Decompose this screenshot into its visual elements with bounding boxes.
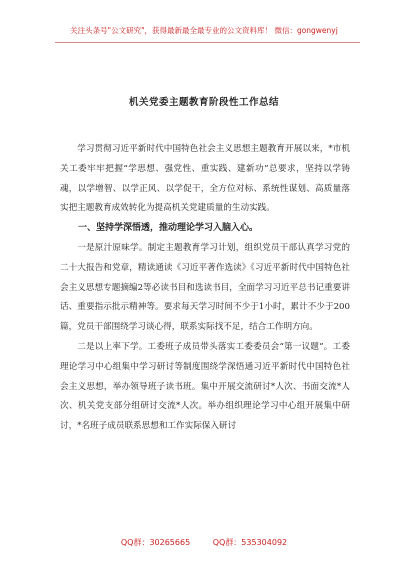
paragraph-point-2: 二是以上率下学。工委班子成员带头落实工委委员会“第一议题”。工委理论学习中心组集中学习研讨等制度围绕学深悟通习近平新时代中国特色社会主义思想，举办领导班子读书班。集中开展交流研讨*人次、书面交流*人次、机关党支部分组研讨交流*人次。举办组织理论学习中心组开展集中研讨，*名班子成员联系思想和工作实际保入研讨	[60, 341, 350, 432]
paragraph-point-1: 一是原汁原味学。制定主题教育学习计划，组织党员干部认真学习党的二十大报告和党章，精读通读《习近平著作选读》《习近平新时代中国特色社会主义思想专题摘编2等必读书目和选读书目，全面学习习近平总书记重要讲话、重要指示批示精神等。要求每天学习时间不少于1小时，累计不少于200篇，党员干部围绕学习谈心得，联系实际找不足，结合工作明方向。	[60, 242, 350, 333]
document-title: 机关党委主题教育阶段性工作总结	[128, 97, 279, 108]
document-body	[60, 140, 350, 437]
header-divider	[55, 42, 360, 43]
section-heading-1: 一、坚持学深悟透，推动理论学习入脑入心。	[78, 223, 259, 234]
paragraph-intro: 学习贯彻习近平新时代中国特色社会主义思想主题教育开展以来，*市机关工委牢牢把握“学思想、强党性、重实践、建新功”总要求，坚持以学铸魂，以学增智、以学正风、以学促干，全方位对标、系统性谋划、高质量落实把主题教育成效转化为提高机关党建质量的生动实践。	[60, 144, 350, 214]
footer-contact	[0, 537, 408, 548]
footer-qq-group-2: QQ群：535304092	[212, 538, 288, 547]
footer-qq-group-1: QQ群：30265665	[120, 538, 191, 547]
header-banner: 关注头条号"公文研究"，获得最新最全最专业的公文资料库！ 微信：gongwenyj	[70, 26, 338, 35]
